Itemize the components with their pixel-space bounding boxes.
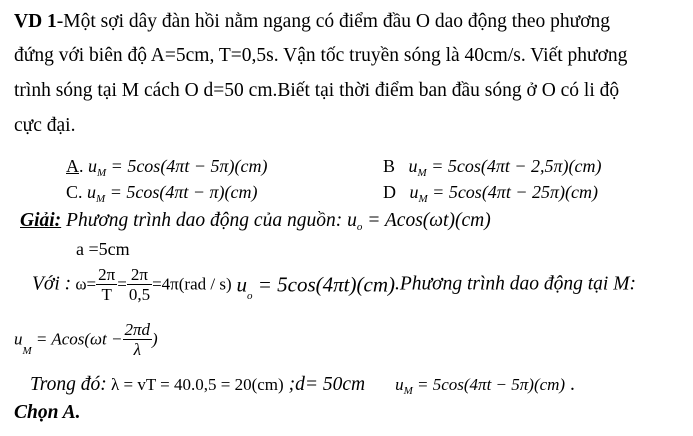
pt-tai-m: .Phương trình dao động tại M: <box>394 273 636 295</box>
u0-sub: o <box>247 289 253 302</box>
trong-do-label: Trong đó: <box>30 374 107 395</box>
um-sub: M <box>22 344 32 357</box>
answer-line: Chọn A. <box>14 402 81 423</box>
option-b <box>383 155 601 177</box>
option-d-lhs: u <box>409 182 419 202</box>
um-end: ) <box>152 329 158 349</box>
problem-line-1 <box>14 10 610 34</box>
problem-line-2: đứng với biên độ A=5cm, T=0,5s. Vận tốc truyền sóng là 40cm/s. Viết phương <box>14 45 628 66</box>
fraction-1-numerator: 2π <box>98 265 116 284</box>
source-lhs: u <box>347 210 357 231</box>
option-c-sep: . <box>78 182 88 202</box>
option-b-letter: B <box>383 156 396 176</box>
option-c-rhs: = 5cos(4πt − π)(cm) <box>105 182 258 202</box>
option-a <box>66 155 267 177</box>
option-b-sep <box>395 156 409 176</box>
fraction-2pi-T <box>96 265 117 304</box>
option-a-lhs: u <box>88 156 97 176</box>
voi-label: Với : <box>32 273 72 295</box>
option-c-lhs: u <box>87 182 97 202</box>
omega-value: =4π(rad / s) <box>152 274 232 294</box>
option-c-sub: M <box>96 193 106 205</box>
solution-line-1 <box>20 209 491 233</box>
fraction-1-denominator: T <box>101 285 112 304</box>
d-eq: ;d= 50cm <box>283 374 366 395</box>
source-rhs: = Acos(ωt)(cm) <box>362 210 491 231</box>
option-c <box>66 181 257 203</box>
option-b-sub: M <box>417 167 427 179</box>
solution-label: Giải: <box>20 210 62 231</box>
amplitude-line: a =5cm <box>76 239 130 259</box>
solution-intro: Phương trình dao động của nguồn: <box>61 210 348 231</box>
option-b-rhs: = 5cos(4πt − 2,5π)(cm) <box>426 156 602 176</box>
option-d-sub: M <box>418 193 428 205</box>
fraction-2pid-lambda <box>123 320 153 359</box>
fraction-2pi-05 <box>127 265 152 304</box>
option-a-rhs: = 5cos(4πt − 5π)(cm) <box>106 156 268 176</box>
option-d-letter: D <box>383 182 396 202</box>
trong-do-line <box>30 373 575 397</box>
option-d-rhs: = 5cos(4πt − 25π)(cm) <box>427 182 598 202</box>
um-formula-line <box>14 320 158 368</box>
option-d <box>383 181 598 203</box>
option-a-sub: M <box>97 167 107 179</box>
final-lhs: u <box>395 375 404 394</box>
omega-lhs: ω= <box>71 274 97 294</box>
option-a-sep: . <box>79 156 88 176</box>
u0-rhs: = 5cos(4πt)(cm) <box>252 272 395 297</box>
final-sub: M <box>403 385 413 397</box>
fraction-2-denominator: 0,5 <box>128 285 151 304</box>
option-a-letter: A <box>66 156 79 176</box>
solution-line-3 <box>32 265 636 311</box>
problem-line-4: cực đại. <box>14 115 76 136</box>
problem-label: VD 1 <box>14 11 57 32</box>
problem-text-1: -Một sợi dây đàn hồi nằm ngang có điểm đầu O dao động theo phương <box>56 11 611 32</box>
final-rhs: = 5cos(4πt − 5π)(cm) <box>412 375 566 394</box>
option-b-lhs: u <box>408 156 418 176</box>
u0-lhs: u <box>236 272 247 297</box>
equals-sign: = <box>117 274 127 294</box>
fraction-3-denominator: λ <box>133 340 141 359</box>
um-mid: = Acos(ωt − <box>31 329 123 349</box>
fraction-3-numerator: 2πd <box>124 320 151 339</box>
problem-line-3: trình sóng tại M cách O d=50 cm.Biết tại thời điểm ban đầu sóng ở O có li độ <box>14 80 620 101</box>
final-end: . <box>565 374 575 395</box>
option-d-sep <box>396 182 410 202</box>
um-lhs: u <box>14 329 23 349</box>
lambda-eq: λ = vT = 40.0,5 = 20(cm) <box>106 375 284 394</box>
option-c-letter: C <box>66 182 79 202</box>
fraction-2-numerator: 2π <box>127 265 152 285</box>
source-sub: o <box>356 221 363 233</box>
